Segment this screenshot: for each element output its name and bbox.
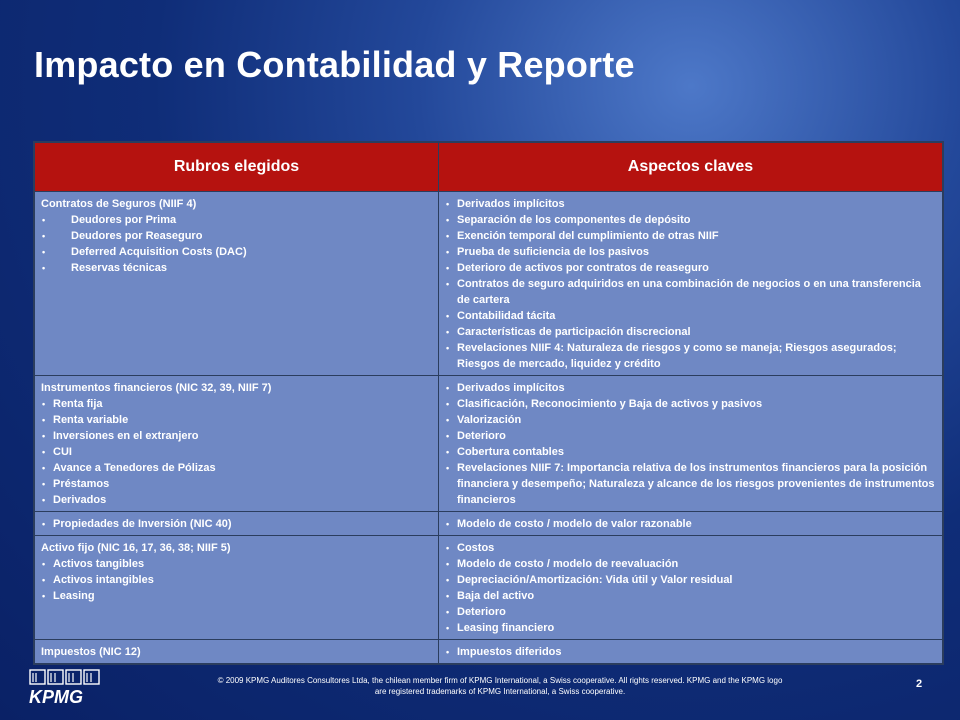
copyright-notice: [150, 675, 850, 697]
aspectos-list: [445, 540, 936, 636]
list-item: • Activos intangibles: [41, 572, 432, 588]
table-row: [35, 512, 943, 536]
table-row: [35, 640, 943, 664]
rubro-list: [41, 516, 432, 532]
rubro-heading: Activo fijo (NIC 16, 17, 36, 38; NIIF 5): [41, 542, 231, 554]
list-item: • Deterioro: [445, 428, 936, 444]
list-item: • Deferred Acquisition Costs (DAC): [41, 244, 432, 260]
copyright-line: are registered trademarks of KPMG International, a Swiss cooperative.: [374, 687, 626, 696]
header-aspectos: Aspectos claves: [439, 143, 943, 192]
list-item: • Deterioro de activos por contratos de reaseguro: [445, 260, 936, 276]
list-item: • Impuestos diferidos: [445, 644, 936, 660]
rubro-list: [41, 396, 432, 508]
slide-title: Impacto en Contabilidad y Reporte: [34, 44, 635, 85]
list-item: • Renta fija: [41, 396, 432, 412]
list-item: • Derivados implícitos: [445, 196, 936, 212]
list-item: • Valorización: [445, 412, 936, 428]
aspectos-cell: [439, 512, 943, 536]
rubro-cell: [35, 376, 439, 512]
kpmg-logo: [28, 668, 102, 708]
rubro-list: [41, 212, 432, 276]
list-item: • Prueba de suficiencia de los pasivos: [445, 244, 936, 260]
aspectos-cell: [439, 536, 943, 640]
list-item: • Deudores por Reaseguro: [41, 228, 432, 244]
list-item: • Depreciación/Amortización: Vida útil y Valor residual: [445, 572, 936, 588]
list-item: • Derivados implícitos: [445, 380, 936, 396]
header-rubros: Rubros elegidos: [35, 143, 439, 192]
aspectos-list: [445, 644, 936, 660]
list-item: • Préstamos: [41, 476, 432, 492]
list-item: • Contabilidad tácita: [445, 308, 936, 324]
table-row: [35, 192, 943, 376]
list-item: • CUI: [41, 444, 432, 460]
table-header-row: [35, 143, 943, 192]
page-number: 2: [916, 678, 923, 690]
list-item: • Características de participación discrecional: [445, 324, 936, 340]
rubro-heading: Contratos de Seguros (NIIF 4): [41, 198, 197, 210]
list-item: • Exención temporal del cumplimiento de otras NIIF: [445, 228, 936, 244]
rubro-cell: [35, 640, 439, 664]
list-item: • Costos: [445, 540, 936, 556]
list-item: • Propiedades de Inversión (NIC 40): [41, 516, 432, 532]
list-item: • Deterioro: [445, 604, 936, 620]
aspectos-cell: [439, 192, 943, 376]
list-item: • Modelo de costo / modelo de reevaluación: [445, 556, 936, 572]
list-item: • Derivados: [41, 492, 432, 508]
list-item: • Revelaciones NIIF 4: Naturaleza de riesgos y como se maneja; Riesgos asegurados; Riesgos de mercado, liquidez y crédito: [445, 340, 936, 372]
list-item: • Separación de los componentes de depósito: [445, 212, 936, 228]
list-item: • Revelaciones NIIF 7: Importancia relativa de los instrumentos financieros para la posición financiera y desempeño; Naturaleza y alcance de los riesgos provenientes de instrumentos financieros: [445, 460, 936, 508]
list-item: • Modelo de costo / modelo de valor razonable: [445, 516, 936, 532]
list-item: • Cobertura contables: [445, 444, 936, 460]
list-item: • Leasing financiero: [445, 620, 936, 636]
table-row: [35, 536, 943, 640]
copyright-line: © 2009 KPMG Auditores Consultores Ltda, the chilean member firm of KPMG International, a Swiss cooperative. All rights reserved. KPMG and the KPMG logo: [217, 676, 783, 685]
list-item: • Activos tangibles: [41, 556, 432, 572]
rubro-heading: Impuestos (NIC 12): [41, 646, 141, 658]
rubro-cell: [35, 192, 439, 376]
aspectos-list: [445, 516, 936, 532]
table-row: [35, 376, 943, 512]
list-item: • Leasing: [41, 588, 432, 604]
rubro-cell: [35, 512, 439, 536]
list-item: • Baja del activo: [445, 588, 936, 604]
kpmg-logo-text: KPMG: [29, 687, 83, 707]
aspectos-list: [445, 196, 936, 372]
rubro-cell: [35, 536, 439, 640]
list-item: • Clasificación, Reconocimiento y Baja de activos y pasivos: [445, 396, 936, 412]
rubro-list: [41, 556, 432, 604]
list-item: • Reservas técnicas: [41, 260, 432, 276]
aspectos-list: [445, 380, 936, 508]
list-item: • Renta variable: [41, 412, 432, 428]
list-item: • Avance a Tenedores de Pólizas: [41, 460, 432, 476]
list-item: • Contratos de seguro adquiridos en una combinación de negocios o en una transferencia de cartera: [445, 276, 936, 308]
rubro-heading: Instrumentos financieros (NIC 32, 39, NIIF 7): [41, 382, 272, 394]
impact-table: [33, 141, 944, 665]
list-item: • Deudores por Prima: [41, 212, 432, 228]
aspectos-cell: [439, 376, 943, 512]
aspectos-cell: [439, 640, 943, 664]
list-item: • Inversiones en el extranjero: [41, 428, 432, 444]
